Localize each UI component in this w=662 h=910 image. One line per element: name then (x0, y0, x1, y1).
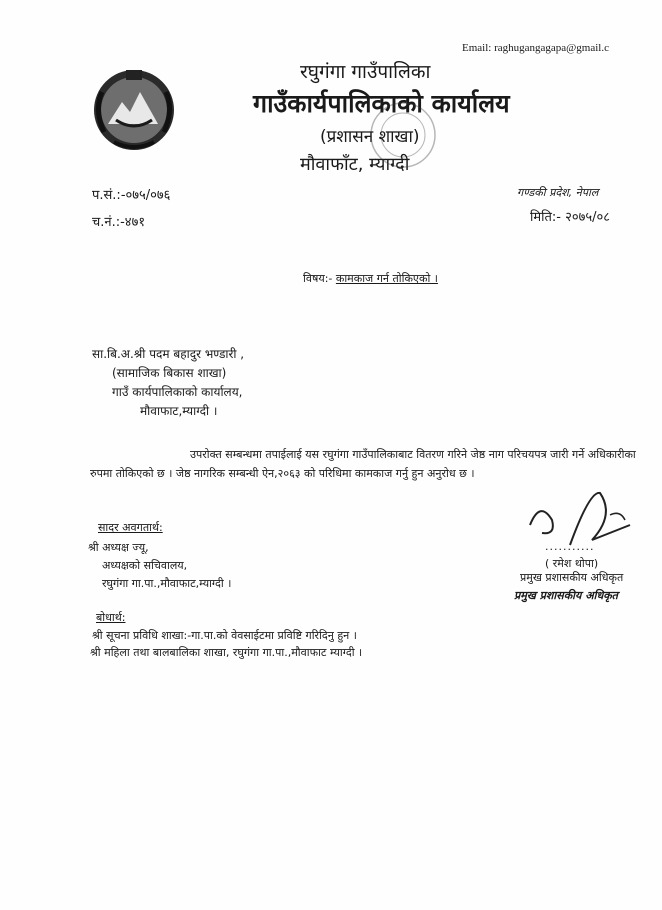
signatory-seal-title: प्रमुख प्रशासकीय अधिकृत (514, 589, 618, 602)
cc-line-1: श्री अध्यक्ष ज्यू, (88, 541, 149, 554)
province-label: गण्डकी प्रदेश, नेपाल (517, 186, 599, 199)
addressee-branch: (सामाजिक बिकास शाखा) (112, 366, 227, 380)
cc-line-2: अध्यक्षको सचिवालय, (102, 559, 188, 572)
municipality-name: रघुगंगा गाउँपालिका (300, 61, 431, 83)
signatory-title: प्रमुख प्रशासकीय अधिकृत (520, 571, 624, 584)
subject-line (303, 271, 438, 286)
branch-name: (प्रशासन शाखा) (320, 127, 420, 147)
nepal-government-emblem (88, 62, 180, 154)
addressee-location: मौवाफाट,म्याग्दी । (140, 404, 218, 418)
subject-value: कामकाज गर्न तोकिएको । (335, 272, 438, 285)
office-title: गाउँकार्यपालिकाको कार्यालय (253, 89, 510, 118)
body-paragraph: उपरोक्त सम्बन्धमा तपाईलाई यस रघुगंगा गाउँपालिकाबाट वितरण गरिने जेष्ठ नाग परिचयपत्र जारी गर्ने अधिकारीका रुपमा तोकिएको छ । जेष्ठ नागरिक सम्बन्धी ऐन,२०६३ को परिधिमा कामकाज गर्नु हुन अनुरोध छ । (90, 448, 636, 480)
addressee-office: गाउँ कार्यपालिकाको कार्यालय, (112, 385, 243, 399)
cc-line-3: रघुगंगा गा.पा.,मौवाफाट,म्याग्दी । (102, 577, 232, 590)
dispatch-number: च.नं.:-४७१ (92, 215, 146, 230)
letter-reference-number: प.सं.:-०७५/०७६ (92, 188, 171, 203)
cc-heading: सादर अवगतार्थ: (98, 521, 163, 534)
info-line-2: श्री महिला तथा बालबालिका शाखा, रघुगंगा गा.पा.,मौवाफाट म्याग्दी । (90, 646, 363, 659)
info-heading: बोधार्थ: (96, 611, 126, 624)
letter-date: मिति:- २०७५/०८ (530, 210, 611, 225)
info-line-1: श्री सूचना प्रविधि शाखा:-गा.पा.को वेवसाईटमा प्रविष्टि गरिदिनु हुन । (92, 629, 357, 642)
subject-label: विषय:- (303, 272, 336, 285)
letter-body (90, 445, 650, 483)
office-stamp-icon (368, 100, 438, 170)
addressee-name: सा.बि.अ.श्री पदम बहादुर भण्डारी , (92, 347, 245, 361)
email-address: Email: raghugangagapa@gmail.c (462, 42, 609, 54)
signature-dots: ........... (545, 540, 595, 553)
signatory-name: ( रमेश थोपा) (545, 557, 599, 570)
office-location: मौवाफाँट, म्याग्दी (300, 154, 410, 175)
